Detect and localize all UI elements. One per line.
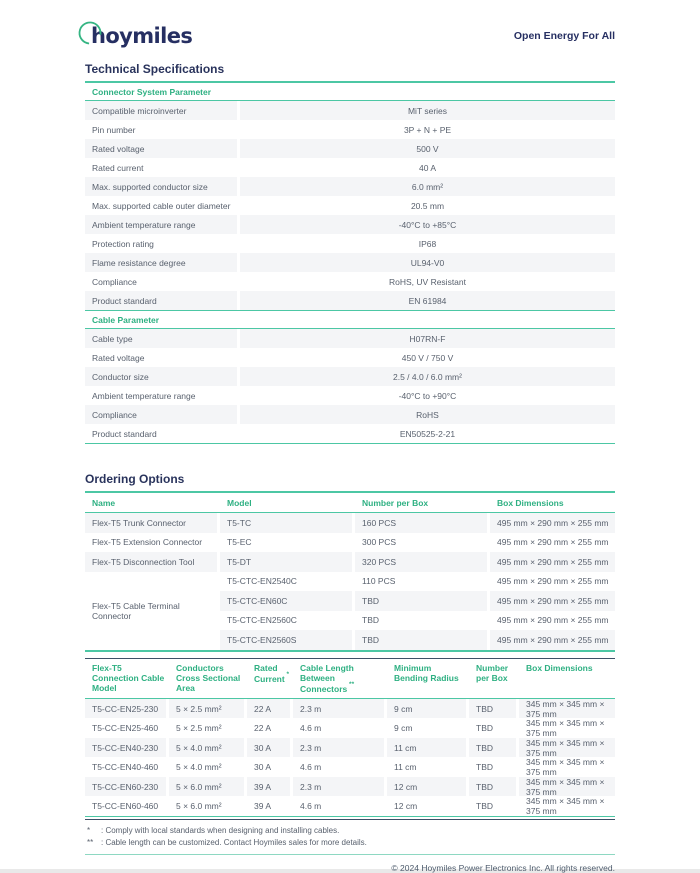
table-row	[85, 552, 615, 572]
table-cell: 5 × 4.0 mm²	[169, 738, 244, 758]
table-cell: 495 mm × 290 mm × 255 mm	[490, 591, 615, 611]
brand-tagline: Open Energy For All	[513, 30, 615, 42]
table-cell: 300 PCS	[362, 537, 397, 548]
table-cell: T5-CC-EN60-460	[92, 801, 159, 812]
table-row	[220, 572, 615, 592]
spec-row	[85, 424, 615, 443]
footnote-text: : Comply with local standards when designing and installing cables.	[101, 825, 340, 835]
spec-value-cell: 40 A	[418, 162, 437, 173]
ordering-table2-body	[85, 699, 615, 817]
table-cell: 5 × 6.0 mm²	[169, 777, 244, 797]
spec-label-cell: Rated voltage	[85, 139, 237, 158]
table-cell: TBD	[469, 777, 516, 797]
header-cell: Name	[92, 498, 116, 508]
header-cell	[519, 663, 615, 673]
spec-label-cell: Conductor size	[85, 367, 237, 386]
spec-label-cell: Compliance	[85, 405, 237, 424]
table-cell: 2.3 m	[293, 699, 384, 719]
spec-row	[85, 405, 615, 424]
table-cell: 11 cm	[394, 762, 417, 773]
table-cell: T5-CC-EN25-460	[92, 723, 159, 734]
footnotes	[85, 825, 615, 849]
table-row	[85, 757, 615, 777]
section-title-ordering-options: Ordering Options	[85, 472, 615, 493]
spec-value-cell: H07RN-F	[240, 329, 615, 348]
table-cell: 320 PCS	[355, 552, 487, 572]
table-cell: 30 A	[247, 738, 290, 758]
hoymiles-logo	[85, 24, 192, 48]
logo-text: hoymiles	[91, 24, 193, 48]
spec-label-cell: Compliance	[92, 276, 137, 287]
table-cell: 495 mm × 290 mm × 255 mm	[490, 630, 615, 650]
table-cell: 110 PCS	[362, 576, 396, 587]
header-label: Flex-T5 Connection Cable Model	[92, 662, 165, 693]
spec-row	[85, 101, 615, 120]
table-cell: TBD	[469, 738, 516, 758]
spec-value-cell: UL94-V0	[240, 253, 615, 272]
footnote-marker: *	[284, 670, 290, 678]
table-row	[85, 718, 615, 738]
table-cell: T5-EC	[227, 537, 252, 548]
table-row	[85, 513, 615, 533]
ordering-table-cables	[85, 658, 615, 820]
technical-specifications-section	[85, 62, 615, 444]
header-label: Box Dimensions	[526, 662, 593, 673]
spec-value-cell: -40°C to +90°C	[398, 390, 457, 401]
table-cell: T5-CC-EN40-460	[92, 762, 159, 773]
footnote-mark: **	[87, 837, 94, 847]
table-cell: 9 cm	[394, 723, 413, 734]
table-cell: TBD	[362, 615, 379, 626]
table-cell: 5 × 4.0 mm²	[176, 762, 222, 773]
table-cell: Flex-T5 Disconnection Tool	[85, 552, 217, 572]
footnote-marker: **	[347, 680, 355, 688]
table-row	[85, 533, 615, 553]
spec-value-cell: MiT series	[240, 101, 615, 120]
grouped-rows	[85, 572, 615, 650]
spec-value-cell: -40°C to +85°C	[240, 215, 615, 234]
spec-row	[85, 291, 615, 310]
table-row	[85, 699, 615, 719]
table-cell: 345 mm × 345 mm × 375 mm	[519, 777, 615, 797]
table-cell: 345 mm × 345 mm × 375 mm	[526, 757, 605, 778]
table-cell: 9 cm	[387, 699, 466, 719]
spec-value-cell: RoHS, UV Resistant	[389, 276, 466, 287]
table-cell: 22 A	[254, 723, 272, 734]
spec-value-cell: 20.5 mm	[410, 200, 445, 211]
spec-tables	[85, 83, 615, 444]
table-cell: 495 mm × 290 mm × 255 mm	[490, 513, 615, 533]
spec-label-cell: Cable type	[85, 329, 237, 348]
table-cell: 2.3 m	[293, 777, 384, 797]
spec-value-cell: 2.5 / 4.0 / 6.0 mm²	[240, 367, 615, 386]
table-cell: T5-CTC-EN60C	[220, 591, 352, 611]
footnote-text: : Cable length can be customized. Contact Hoymiles sales for more details.	[101, 837, 367, 847]
spec-label-cell: Rated voltage	[92, 352, 145, 363]
spec-value-cell: RoHS	[240, 405, 615, 424]
spec-label-cell: Flame resistance degree	[85, 253, 237, 272]
table-cell: T5-CC-EN60-230	[85, 777, 166, 797]
spec-row	[85, 158, 615, 177]
table-subheader: Connector System Parameter	[85, 83, 615, 101]
header-cell	[169, 663, 244, 694]
spec-label-cell: Compatible microinverter	[85, 101, 237, 120]
table-row	[85, 796, 615, 816]
table-row	[220, 611, 615, 631]
header-label: Minimum Bending Radius	[394, 662, 459, 683]
table-cell: TBD	[355, 630, 487, 650]
spec-row	[85, 329, 615, 348]
table-row	[220, 630, 615, 650]
table-cell: 495 mm × 290 mm × 255 mm	[497, 537, 609, 548]
ordering-options-section	[85, 472, 615, 855]
table-cell: 4.6 m	[300, 762, 322, 773]
spec-row	[85, 177, 615, 196]
table-cell: TBD	[476, 762, 493, 773]
spec-table-body	[85, 101, 615, 310]
footnote-mark: *	[87, 825, 91, 835]
spec-row	[85, 386, 615, 405]
table-cell: T5-TC	[220, 513, 352, 533]
spec-value-cell: 500 V	[240, 139, 615, 158]
table-cell: Flex-T5 Extension Connector	[92, 537, 203, 548]
header-cell	[247, 663, 290, 684]
header-cell	[85, 663, 166, 694]
spec-value-cell: IP68	[418, 238, 437, 249]
header-cell: Number per Box	[362, 498, 429, 508]
spec-row	[85, 139, 615, 158]
header-cell: Model	[227, 498, 252, 508]
header-label: Cable Length Between Connectors	[300, 662, 354, 694]
table-cell: 495 mm × 290 mm × 255 mm	[497, 615, 609, 626]
spec-label-cell: Protection rating	[92, 238, 154, 249]
header-label: Rated Current	[254, 662, 285, 684]
spec-row	[85, 253, 615, 272]
spec-label-cell: Pin number	[92, 124, 136, 135]
table-cell: 160 PCS	[355, 513, 487, 533]
ordering-table-connectors	[85, 493, 615, 652]
table-subheader: Cable Parameter	[85, 310, 615, 329]
spec-row	[85, 120, 615, 139]
table-cell: 345 mm × 345 mm × 375 mm	[526, 796, 605, 817]
table-cell: T5-CC-EN25-230	[85, 699, 166, 719]
table-cell: 4.6 m	[300, 801, 322, 812]
table-cell: TBD	[355, 591, 487, 611]
spec-row	[85, 272, 615, 291]
logo-arc-icon	[78, 19, 104, 49]
table-cell: 12 cm	[394, 801, 418, 812]
spec-row	[85, 348, 615, 367]
table-cell: 5 × 2.5 mm²	[169, 699, 244, 719]
spec-value-cell: EN50525-2-21	[399, 428, 456, 439]
table-row	[85, 738, 615, 758]
table-cell: T5-CTC-EN2540C	[227, 576, 297, 587]
header-cell: Box Dimensions	[497, 498, 564, 508]
header-cell	[387, 663, 466, 683]
spec-label-cell: Product standard	[92, 428, 157, 439]
header-cell	[293, 663, 384, 694]
table-cell: TBD	[476, 801, 493, 812]
table-cell: TBD	[476, 723, 493, 734]
header-label: Conductors Cross Sectional Area	[176, 662, 241, 693]
page-header	[85, 20, 615, 52]
table-cell: 39 A	[254, 801, 272, 812]
table-cell: T5-CTC-EN2560C	[227, 615, 297, 626]
spec-label-cell: Ambient temperature range	[92, 390, 196, 401]
table-cell: 30 A	[254, 762, 272, 773]
table-cell: T5-DT	[220, 552, 352, 572]
table-cell: 39 A	[247, 777, 290, 797]
table-cell: 22 A	[247, 699, 290, 719]
spec-value-cell: 6.0 mm²	[240, 177, 615, 196]
spec-row	[85, 234, 615, 253]
ordering-table2-header	[85, 659, 615, 699]
spec-value-cell: 3P + N + PE	[403, 124, 452, 135]
spec-label-cell: Max. supported cable outer diameter	[92, 200, 231, 211]
table-cell: 5 × 6.0 mm²	[176, 801, 222, 812]
table-cell: 12 cm	[387, 777, 466, 797]
table-cell: TBD	[469, 699, 516, 719]
header-label: Number per Box	[476, 662, 509, 683]
table-cell: 345 mm × 345 mm × 375 mm	[519, 699, 615, 719]
table-cell: T5-CC-EN40-230	[85, 738, 166, 758]
table-cell: T5-CTC-EN2560S	[220, 630, 352, 650]
spec-row	[85, 367, 615, 386]
table-cell: 345 mm × 345 mm × 375 mm	[526, 718, 605, 739]
table-row	[85, 777, 615, 797]
table-cell: 11 cm	[387, 738, 466, 758]
page-footer	[85, 863, 615, 873]
table-cell: Flex-T5 Trunk Connector	[85, 513, 217, 533]
footnote-line	[85, 825, 615, 837]
table-cell: 345 mm × 345 mm × 375 mm	[519, 738, 615, 758]
group-rows	[220, 572, 615, 650]
spec-label-cell: Product standard	[85, 291, 237, 310]
table-cell: 4.6 m	[300, 723, 322, 734]
spec-table-body	[85, 329, 615, 444]
spec-value-cell: 450 V / 750 V	[401, 352, 454, 363]
table-cell: 495 mm × 290 mm × 255 mm	[497, 576, 609, 587]
table-cell: 495 mm × 290 mm × 255 mm	[490, 552, 615, 572]
header-cell	[469, 663, 516, 683]
ordering-table1-header	[85, 493, 615, 513]
section-title-technical-specifications: Technical Specifications	[85, 62, 615, 83]
footnote-line	[85, 837, 615, 849]
spec-label-cell: Ambient temperature range	[85, 215, 237, 234]
spec-label-cell: Max. supported conductor size	[85, 177, 237, 196]
spec-row	[85, 215, 615, 234]
footnote-divider	[85, 854, 615, 855]
table-cell: 2.3 m	[293, 738, 384, 758]
spec-row	[85, 196, 615, 215]
spec-label-cell: Rated current	[92, 162, 144, 173]
group-label-cell: Flex-T5 Cable Terminal Connector	[92, 600, 180, 621]
table-cell: 5 × 2.5 mm²	[176, 723, 222, 734]
table-row	[220, 591, 615, 611]
spec-value-cell: EN 61984	[240, 291, 615, 310]
copyright-text: © 2024 Hoymiles Power Electronics Inc. All rights reserved.	[391, 862, 615, 873]
